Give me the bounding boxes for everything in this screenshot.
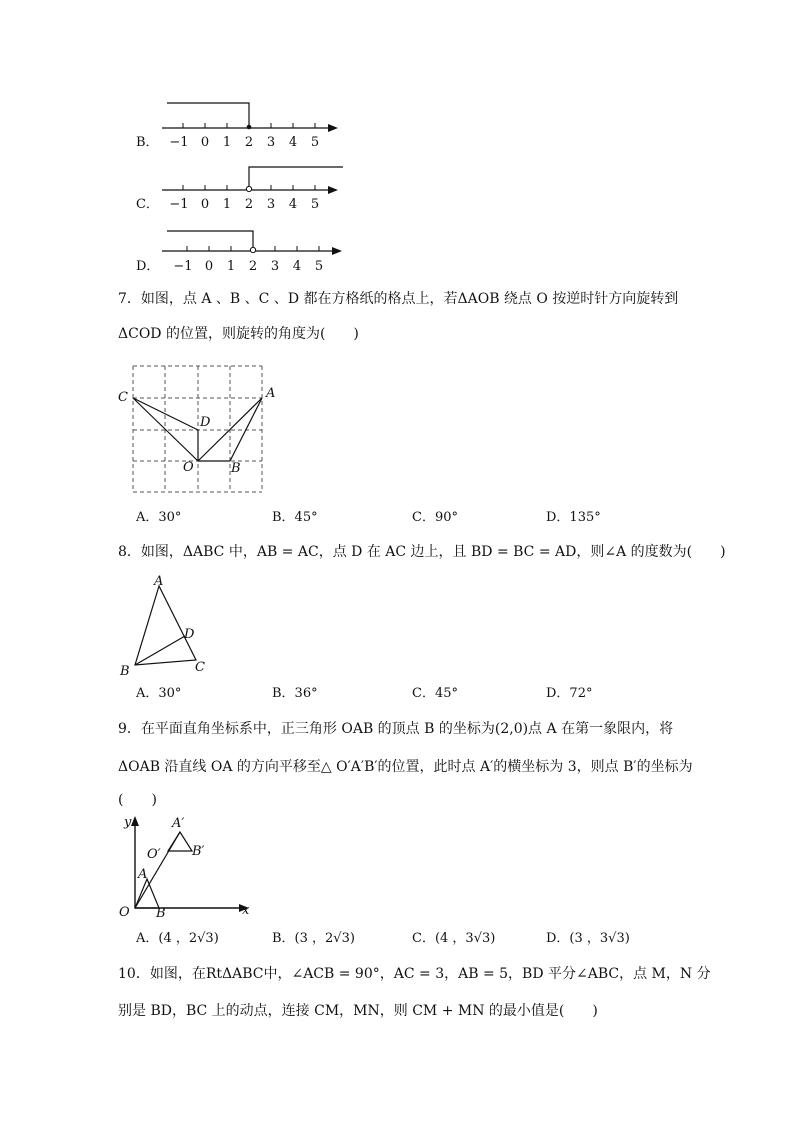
label-a: A xyxy=(266,386,276,401)
tick-label: −1 xyxy=(169,197,189,212)
q8-option-c[interactable]: C．45° xyxy=(412,686,458,701)
q10-stem-line1: 10．如图，在RtΔABC中，∠ACB = 90°，AC = 3，AB = 5，BD 平分∠ABC，点 M，N 分 xyxy=(118,966,711,982)
q7-grid-figure xyxy=(110,355,290,505)
tick-label: 5 xyxy=(310,197,320,212)
option-d-label: D． xyxy=(136,259,160,274)
tick-label: 3 xyxy=(266,135,276,150)
label-a-prime: A′ xyxy=(172,816,185,831)
tick-label: 2 xyxy=(248,259,258,274)
label-b: B xyxy=(231,461,241,476)
q9-stem-line3: ( ) xyxy=(118,792,157,808)
label-y-axis: y xyxy=(124,815,132,830)
tick-label: 4 xyxy=(292,259,302,274)
label-b: B xyxy=(156,906,166,921)
q7-option-d[interactable]: D．135° xyxy=(546,510,601,525)
q10-stem-line2: 别是 BD，BC 上的动点，连接 CM，MN，则 CM + MN 的最小值是( ) xyxy=(118,1003,598,1019)
tick-label: 3 xyxy=(266,197,276,212)
tick-label: −1 xyxy=(169,135,189,150)
number-line-options xyxy=(0,0,794,290)
label-c: C xyxy=(118,390,128,405)
label-a: A xyxy=(138,867,148,882)
q8-option-a[interactable]: A．30° xyxy=(136,686,182,701)
number-line-d xyxy=(162,231,342,255)
label-o: O xyxy=(183,460,194,475)
label-o: O xyxy=(119,905,130,920)
q9-stem-line2: ΔOAB 沿直线 OA 的方向平移至△ O′A′B′的位置，此时点 A′的横坐标为 3，则点 B′的坐标为 xyxy=(118,759,693,775)
q7-option-c[interactable]: C．90° xyxy=(412,510,458,525)
tick-label: 1 xyxy=(222,135,232,150)
label-o-prime: O′ xyxy=(147,847,161,862)
q9-coordinate-figure xyxy=(110,808,260,923)
tick-label: 3 xyxy=(270,259,280,274)
tick-label: 0 xyxy=(200,197,210,212)
q7-option-b[interactable]: B．45° xyxy=(272,510,318,525)
number-line-c xyxy=(162,167,343,194)
label-x-axis: x xyxy=(242,903,250,918)
option-b-label: B． xyxy=(136,135,159,150)
tick-label: 1 xyxy=(222,197,232,212)
q8-stem-line1: 8．如图，ΔABC 中，AB = AC，点 D 在 AC 边上，且 BD = BC = AD，则∠A 的度数为( ) xyxy=(118,544,726,560)
tick-label: 5 xyxy=(314,259,324,274)
label-b: B xyxy=(120,664,130,679)
tick-label: 4 xyxy=(288,135,298,150)
q7-option-a[interactable]: A．30° xyxy=(136,510,182,525)
q8-triangle-figure xyxy=(110,570,220,680)
label-a: A xyxy=(154,574,164,589)
q7-stem-line2: ΔCOD 的位置，则旋转的角度为( ) xyxy=(118,326,359,342)
q8-option-b[interactable]: B．36° xyxy=(272,686,318,701)
q9-stem-line1: 9．在平面直角坐标系中，正三角形 OAB 的顶点 B 的坐标为(2,0)点 A 在第一象限内，将 xyxy=(118,721,674,737)
tick-label: 2 xyxy=(244,197,254,212)
number-line-b xyxy=(162,103,338,132)
q9-option-b[interactable]: B．(3 ，2√3) xyxy=(272,931,355,946)
tick-label: 4 xyxy=(288,197,298,212)
label-d: D xyxy=(184,627,195,642)
option-c-label: C． xyxy=(136,197,159,212)
tick-label: 1 xyxy=(226,259,236,274)
label-c: C xyxy=(195,660,205,675)
tick-label: 0 xyxy=(204,259,214,274)
tick-label: 0 xyxy=(200,135,210,150)
tick-label: −1 xyxy=(173,259,193,274)
label-b-prime: B′ xyxy=(192,844,205,859)
q7-stem-line1: 7．如图，点 A 、B 、C 、D 都在方格纸的格点上，若ΔAOB 绕点 O 按逆时针方向旋转到 xyxy=(118,291,679,307)
tick-label: 5 xyxy=(310,135,320,150)
tick-label: 2 xyxy=(244,135,254,150)
label-d: D xyxy=(200,415,211,430)
q9-option-d[interactable]: D．(3 ，3√3) xyxy=(546,931,630,946)
q8-option-d[interactable]: D．72° xyxy=(546,686,593,701)
q9-option-c[interactable]: C．(4 ，3√3) xyxy=(412,931,496,946)
q9-option-a[interactable]: A．(4 ，2√3) xyxy=(136,931,219,946)
